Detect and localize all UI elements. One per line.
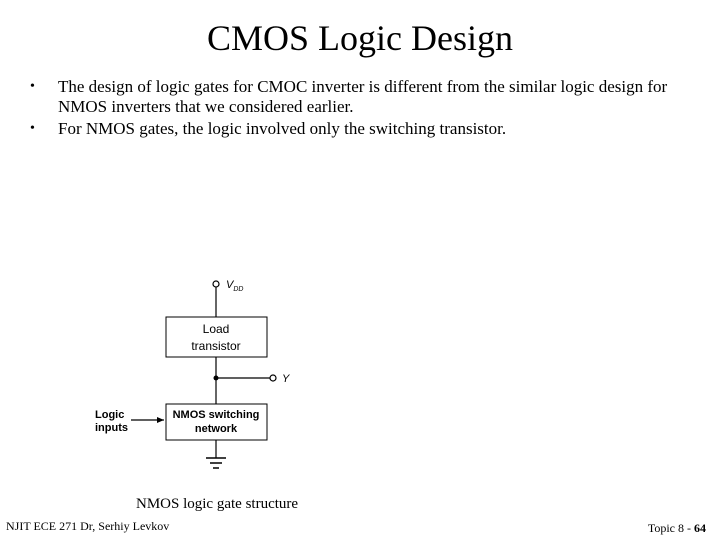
nmos-gate-diagram: [90, 275, 290, 475]
bullet-item: [30, 77, 670, 117]
output-terminal-icon: [270, 375, 276, 381]
inputs-label-line1: Logic: [95, 409, 125, 421]
network-label-line1: NMOS switching: [172, 409, 260, 421]
inputs-label-line2: inputs: [95, 422, 128, 434]
bullet-dot-icon: •: [30, 121, 35, 136]
output-label: Y: [282, 373, 290, 385]
bullet-list: [30, 77, 670, 141]
footer-page-number: [648, 521, 706, 536]
input-arrow-icon: [131, 417, 164, 423]
bullet-text: For NMOS gates, the logic involved only the switching transistor.: [58, 119, 507, 138]
diagram-caption: NMOS logic gate structure: [136, 496, 299, 512]
footer-topic: Topic 8 -: [647, 521, 694, 535]
network-label-line2: network: [194, 423, 238, 435]
vdd-label: $V_{DD}$: [226, 279, 244, 293]
bullet-item: [30, 119, 670, 139]
load-label-line2: transistor: [191, 339, 241, 353]
vdd-terminal-icon: [213, 281, 219, 287]
slide-title: CMOS Logic Design: [207, 18, 513, 58]
load-label-line1: Load: [202, 322, 230, 336]
footer-course: NJIT ECE 271 Dr, Serhiy Levkov: [6, 519, 170, 533]
footer-page: 64: [694, 521, 706, 535]
bullet-dot-icon: •: [30, 79, 35, 94]
bullet-text: The design of logic gates for CMOC inverter is different from the similar logic design for NMOS inverters that we considered earlier.: [58, 77, 668, 116]
ground-icon: [206, 458, 226, 468]
